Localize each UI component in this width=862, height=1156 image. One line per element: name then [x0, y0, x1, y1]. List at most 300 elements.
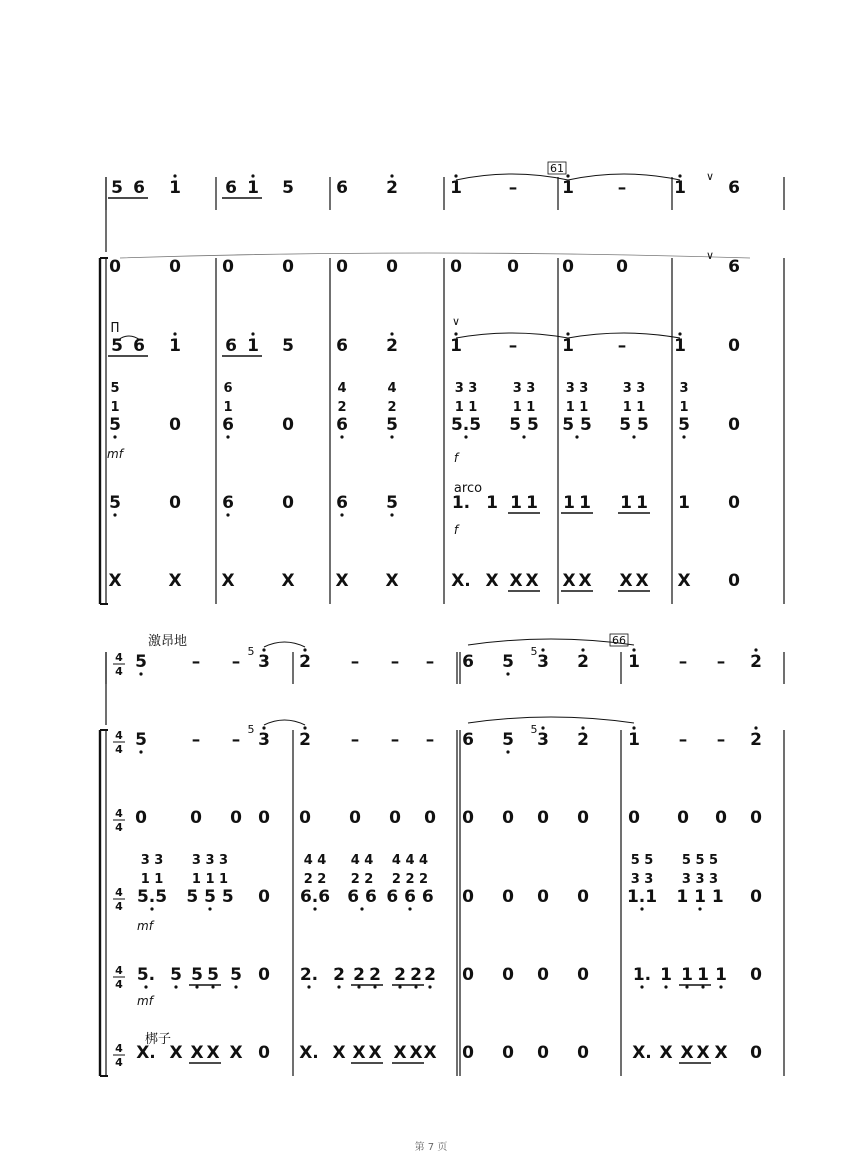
sys2-l1-tie [264, 642, 305, 647]
sys1-l6-note-1: X [168, 571, 182, 591]
sys2-l5-note-5-low-dot [307, 985, 310, 988]
sys2-l1-note-9-low-dot [506, 672, 509, 675]
sys1-l5-dynamic-f: f [453, 523, 459, 537]
sys1-l5-note-0-low-dot [113, 513, 116, 516]
sys1-l2-note-0: 0 [109, 257, 121, 277]
sys1-l5-note-6: 1. [451, 493, 471, 513]
sys1-l4-chord-2-2: 6 [222, 415, 234, 435]
sys2-l1-note-3-high-dot [262, 648, 265, 651]
sys2-expression: 激昂地 [148, 634, 188, 649]
sys1-l4-chord-2-1: 1 [223, 400, 233, 415]
sys1-l6-note-12: 0 [728, 571, 740, 591]
sys2-l5-note-14: 1. [632, 965, 652, 985]
sys1-l3-note-2a: 6 [225, 336, 237, 356]
sys2-l4-chord-5-2: 6 6 6 [386, 887, 434, 907]
sys2-l4-chord-1-2: 5 5 5 [186, 887, 234, 907]
sys2-rehearsal-mark: 66 [612, 634, 626, 647]
sys1-l6-note-7: X [485, 571, 499, 591]
sys1-l3-dash-7: – [508, 336, 518, 356]
sys2-l2-dash-5: – [350, 730, 360, 750]
sys2-l1-dash-5: – [350, 652, 360, 672]
sys1-l4-chord-8-1: 1 1 [565, 400, 589, 415]
sys2-l4-rest-6: 0 [462, 887, 474, 907]
sys2-l2-note-0-low-dot [139, 750, 142, 753]
sys2-l6-note-9: X [423, 1043, 437, 1063]
sys2-l3-note-13: 0 [677, 808, 689, 828]
sys2-l5-note-6-low-dot [337, 985, 340, 988]
sys1-l4-chord-4-1: 2 [337, 400, 347, 415]
sys2-l5-note-2a: 5 [191, 965, 203, 985]
sys1-l4-chord-5-2: 5 [386, 415, 398, 435]
sys2-l4-chord-5-1: 2 2 2 [391, 872, 429, 887]
sys1-l2-note-4: 0 [336, 257, 348, 277]
sys1-l1-note-10: 1 [674, 178, 686, 198]
sys2-l4-low-dot-4 [360, 907, 363, 910]
sys2-l1-note-10: 3 [537, 652, 549, 672]
sys2-l1-dash-1: – [191, 652, 201, 672]
sys2-l4-low-dot-3 [313, 907, 316, 910]
sys1-l2-note-5: 0 [386, 257, 398, 277]
sys2-l5-note-14-low-dot [640, 985, 643, 988]
sys1-l3-note-10-high-dot [678, 332, 681, 335]
sys2-timesig-bottom-0: 4 [115, 665, 123, 678]
sys2-l4-low-dot-11 [698, 907, 701, 910]
sys1-l5-arco: arco [453, 481, 483, 496]
sys2-l1-dash-7: – [425, 652, 435, 672]
sys1-l3-note-2b-high-dot [251, 332, 254, 335]
sys2-l3-note-3: 0 [258, 808, 270, 828]
page-footer: 第 7 页 [414, 1142, 448, 1153]
sys1-l1-note-2a: 6 [225, 178, 237, 198]
sys1-l5-note-7: 1 [486, 493, 498, 513]
sys2-l2-dash-14: – [716, 730, 726, 750]
sys1-l3-note-8-high-dot [566, 332, 569, 335]
sys1-l4-rest-3: 0 [282, 415, 294, 435]
sys2-l2-dash-6: – [390, 730, 400, 750]
sys1-l4-low-dot-8 [575, 435, 578, 438]
sys2-l5-note-7b-low-dot [373, 985, 376, 988]
sys1-l4-low-dot-0 [113, 435, 116, 438]
sys1-l5-note-3: 0 [282, 493, 294, 513]
sys2-l3-note-11: 0 [577, 808, 589, 828]
sys2-l4-low-dot-10 [640, 907, 643, 910]
sys1-l5-note-2: 6 [222, 493, 234, 513]
sys1-bow-mark-1: ∨ [705, 170, 715, 183]
sys1-l5-note-9a: 1 [563, 493, 575, 513]
sys2-l2-note-11-high-dot [581, 726, 584, 729]
sys2-l4-rest-12: 0 [750, 887, 762, 907]
sys2-l3-note-6: 0 [389, 808, 401, 828]
sys2-timesig-top-2: 4 [115, 807, 123, 820]
sys2-l6-note-7a: X [352, 1043, 366, 1063]
sys1-l4-chord-6-2: 5.5 [450, 415, 482, 435]
sys1-l4-chord-6-1: 1 1 [454, 400, 478, 415]
sys2-l6-note-15: X [659, 1043, 673, 1063]
sys2-l6-note-8b: X [409, 1043, 423, 1063]
sys2-l4-chord-4-1: 2 2 [350, 872, 374, 887]
sys2-l5-note-3-low-dot [234, 985, 237, 988]
sys2-l6-note-18: 0 [750, 1043, 762, 1063]
sys2-l1-dash-13: – [678, 652, 688, 672]
sys2-l5-note-7a: 2 [353, 965, 365, 985]
sys2-l5-note-8a-low-dot [398, 985, 401, 988]
sys2-l4-low-dot-0 [150, 907, 153, 910]
sys1-l1-note-5-high-dot [390, 174, 393, 177]
sys2-l3-note-14: 0 [715, 808, 727, 828]
sys1-l2-note-10: 6 [728, 257, 740, 277]
sys1-l3-note-10: 1 [674, 336, 686, 356]
sys2-l6-note-16b: X [696, 1043, 710, 1063]
sys2-timesig-bottom-1: 4 [115, 743, 123, 756]
sys1-l4-chord-9-0: 3 3 [622, 381, 646, 396]
sys1-l1-note-0b: 6 [133, 178, 145, 198]
sys1-l4-chord-5-1: 2 [387, 400, 397, 415]
sys1-l4-chord-9-2: 5 5 [619, 415, 649, 435]
sys2-l5-note-0: 5. [136, 965, 156, 985]
sys2-l3-note-4: 0 [299, 808, 311, 828]
sys2-l6-note-7b: X [368, 1043, 382, 1063]
sys2-l2-note-10: 3 [537, 730, 549, 750]
sys2-l6-note-14: X. [632, 1043, 652, 1063]
sys1-l5-note-2-low-dot [226, 513, 229, 516]
sys2-l2-phrase-slur [468, 717, 634, 723]
sys2-l1-note-4-high-dot [303, 648, 306, 651]
sys2-l1-note-9: 5 [502, 652, 514, 672]
sys1-l6-note-8a: X [509, 571, 523, 591]
sys2-l4-rest-9: 0 [577, 887, 589, 907]
sys2-l3-note-9: 0 [502, 808, 514, 828]
sys1-l4-chord-8-0: 3 3 [565, 381, 589, 396]
sys1-l2-note-9: 0 [616, 257, 628, 277]
sys2-l4-low-dot-5 [408, 907, 411, 910]
sys1-l5-note-10a: 1 [620, 493, 632, 513]
sys1-bow-mark-4: ∏ [110, 320, 120, 333]
sys1-l3-note-0b: 6 [133, 336, 145, 356]
sys1-l6-note-8b: X [525, 571, 539, 591]
sys1-l5-note-0: 5 [109, 493, 121, 513]
sys2-l4-chord-4-2: 6 6 [347, 887, 377, 907]
sys2-l5-note-17-low-dot [719, 985, 722, 988]
sys1-l3-note-3: 5 [282, 336, 294, 356]
sys2-l5-note-7b: 2 [369, 965, 381, 985]
sys1-l4-low-dot-4 [340, 435, 343, 438]
sys1-l3-note-6-high-dot [454, 332, 457, 335]
sys2-l5-note-9-low-dot [428, 985, 431, 988]
sys2-l1-dash-14: – [716, 652, 726, 672]
sys2-l2-note-8: 6 [462, 730, 474, 750]
sys2-l1-note-0: 5 [135, 652, 147, 672]
sys1-l4-chord-4-2: 6 [336, 415, 348, 435]
sys1-bow-mark-3: ∨ [451, 315, 461, 328]
sys2-l6-note-4: 0 [258, 1043, 270, 1063]
sys1-l4-chord-10-0: 3 [679, 381, 689, 396]
sys1-l2-note-8: 0 [562, 257, 574, 277]
sys2-l5-note-8b: 2 [410, 965, 422, 985]
sys2-l1-note-3: 3 [258, 652, 270, 672]
sys2-l2-dash-13: – [678, 730, 688, 750]
sys2-l5-note-16a-low-dot [685, 985, 688, 988]
sys1-l2-note-7: 0 [507, 257, 519, 277]
sys2-l5-note-2b-low-dot [211, 985, 214, 988]
sys2-l4-rest-8: 0 [537, 887, 549, 907]
sys1-l4-chord-6-0: 3 3 [454, 381, 478, 396]
sys2-l1-note-12-high-dot [632, 648, 635, 651]
sys2-l6-note-16a: X [680, 1043, 694, 1063]
sys2-timesig-bottom-2: 4 [115, 821, 123, 834]
sys1-l6-note-10b: X [635, 571, 649, 591]
sys1-l4-chord-8-2: 5 5 [562, 415, 592, 435]
sys1-l6-note-4: X [335, 571, 349, 591]
sys1-l3-note-1-high-dot [173, 332, 176, 335]
sys2-l5-note-13: 0 [577, 965, 589, 985]
sys2-l3-note-10: 0 [537, 808, 549, 828]
sys2-l2-dash-1: – [191, 730, 201, 750]
sys1-l4-low-dot-2 [226, 435, 229, 438]
sys1-bow-mark-2: ∨ [705, 249, 715, 262]
sys1-l4-chord-10-2: 5 [678, 415, 690, 435]
sys1-l1-note-8: 1 [562, 178, 574, 198]
sys2-timesig-bottom-3: 4 [115, 900, 123, 913]
sys2-l5-note-18: 0 [750, 965, 762, 985]
sys2-l4-chord-4-0: 4 4 [350, 853, 374, 868]
sys1-l6-note-9b: X [578, 571, 592, 591]
sys1-l5-note-10b: 1 [636, 493, 648, 513]
sys1-l4-low-dot-10 [682, 435, 685, 438]
sys1-l3-note-8: 1 [562, 336, 574, 356]
sys1-l1-note-6: 1 [450, 178, 462, 198]
sys1-l4-rest-11: 0 [728, 415, 740, 435]
sys2-l5-note-17: 1 [715, 965, 727, 985]
sys2-timesig-top-4: 4 [115, 964, 123, 977]
sys2-l1-note-10-high-dot [541, 648, 544, 651]
sys1-l3-note-4: 6 [336, 336, 348, 356]
sys1-l3-note-5-high-dot [390, 332, 393, 335]
sys2-l5-note-9: 2 [424, 965, 436, 985]
sys2-l4-chord-0-0: 3 3 [140, 853, 164, 868]
sys1-l5-note-1: 0 [169, 493, 181, 513]
sys2-l4-chord-3-2: 6.6 [299, 887, 331, 907]
sys2-l2-note-4: 2 [299, 730, 311, 750]
sys2-l2-dash-2: – [231, 730, 241, 750]
sys2-l1-note-15-high-dot [754, 648, 757, 651]
sys1-l4-low-dot-5 [390, 435, 393, 438]
sys2-l2-note-15: 2 [750, 730, 762, 750]
sys2-l1-note-11-high-dot [581, 648, 584, 651]
sys1-l3-dash-9: – [617, 336, 627, 356]
sys2-l2-note-9-low-dot [506, 750, 509, 753]
sys2-l6-note-12: 0 [537, 1043, 549, 1063]
sys2-l4-dynamic-mf: mf [137, 919, 153, 933]
sys2-l1-note-12: 1 [628, 652, 640, 672]
sys2-l1-dash-6: – [390, 652, 400, 672]
sys2-l5-note-16b-low-dot [701, 985, 704, 988]
sys1-l5-note-5: 5 [386, 493, 398, 513]
sys2-l6-note-8a: X [393, 1043, 407, 1063]
sys1-l1-note-10-high-dot [678, 174, 681, 177]
sys2-l4-low-dot-1 [208, 907, 211, 910]
sys2-l5-note-2a-low-dot [195, 985, 198, 988]
sys2-l4-chord-3-0: 4 4 [303, 853, 327, 868]
sys2-l6-note-0: X. [136, 1043, 156, 1063]
sys2-l5-note-8b-low-dot [414, 985, 417, 988]
sys1-l3-note-2b: 1 [247, 336, 259, 356]
sys2-l4-chord-0-1: 1 1 [140, 872, 164, 887]
sys1-l4-low-dot-7 [522, 435, 525, 438]
sys2-l5-note-6: 2 [333, 965, 345, 985]
sys2-l4-chord-11-2: 1 1 1 [676, 887, 724, 907]
sys1-l2-note-3: 0 [282, 257, 294, 277]
sys2-l5-note-0-low-dot [144, 985, 147, 988]
sys1-l6-note-9a: X [562, 571, 576, 591]
sys2-timesig-bottom-4: 4 [115, 978, 123, 991]
sys1-l4-chord-2-0: 6 [223, 381, 233, 396]
sys2-l1-note-15: 2 [750, 652, 762, 672]
sys1-l2-note-6: 0 [450, 257, 462, 277]
sys1-l5-note-9b: 1 [579, 493, 591, 513]
sys2-l4-chord-10-0: 5 5 [630, 853, 654, 868]
sys1-l4-chord-0-1: 1 [110, 400, 120, 415]
sys2-l6-note-10: 0 [462, 1043, 474, 1063]
sys2-l1-grace-note-b: 5 [530, 645, 538, 658]
sys2-l6-note-13: 0 [577, 1043, 589, 1063]
sys1-l6-note-6: X. [451, 571, 471, 591]
sys2-l5-note-1-low-dot [174, 985, 177, 988]
sys2-l2-note-15-high-dot [754, 726, 757, 729]
sys2-l3-note-1: 0 [190, 808, 202, 828]
sys2-l6-note-11: 0 [502, 1043, 514, 1063]
sys2-l4-rest-7: 0 [502, 887, 514, 907]
sys1-l4-chord-4-0: 4 [337, 381, 347, 396]
sys2-l2-note-12-high-dot [632, 726, 635, 729]
sys2-l3-note-15: 0 [750, 808, 762, 828]
sys2-l5-note-11: 0 [502, 965, 514, 985]
sys1-l4-chord-7-0: 3 3 [512, 381, 536, 396]
sys2-l1-note-0-low-dot [139, 672, 142, 675]
sys1-l6-note-5: X [385, 571, 399, 591]
sys2-l3-note-7: 0 [424, 808, 436, 828]
sys1-l5-note-4-low-dot [340, 513, 343, 516]
sys1-l4-chord-7-1: 1 1 [512, 400, 536, 415]
sys2-l2-note-3: 3 [258, 730, 270, 750]
sys1-l3-note-1: 1 [169, 336, 181, 356]
sys1-l3-note-5: 2 [386, 336, 398, 356]
sys1-l2-note-1: 0 [169, 257, 181, 277]
sys2-l1-note-4: 2 [299, 652, 311, 672]
sys2-l4-chord-1-1: 1 1 1 [191, 872, 229, 887]
sys1-l1-note-1: 1 [169, 178, 181, 198]
sys2-timesig-top-0: 4 [115, 651, 123, 664]
sys1-l4-low-dot-6 [464, 435, 467, 438]
sys2-l3-note-5: 0 [349, 808, 361, 828]
sys2-l4-chord-1-0: 3 3 3 [191, 853, 229, 868]
sys2-l4-chord-11-1: 3 3 3 [681, 872, 719, 887]
sys2-l6-note-5: X. [299, 1043, 319, 1063]
sys2-timesig-top-5: 4 [115, 1042, 123, 1055]
sys1-l4-dynamic-f: f [453, 451, 459, 465]
sys2-l5-note-3: 5 [230, 965, 242, 985]
sys2-l6-note-6: X [332, 1043, 346, 1063]
sys1-l1-note-8-high-dot [566, 174, 569, 177]
sys1-l1-note-2b-high-dot [251, 174, 254, 177]
sys2-l5-note-16a: 1 [681, 965, 693, 985]
sys1-l4-chord-0-0: 5 [110, 381, 120, 396]
sys1-l5-note-8b: 1 [526, 493, 538, 513]
sys1-l5-note-8a: 1 [510, 493, 522, 513]
sys2-l5-note-15: 1 [660, 965, 672, 985]
sys1-l3-note-11: 0 [728, 336, 740, 356]
sys2-l3-note-0: 0 [135, 808, 147, 828]
sys2-l2-note-0: 5 [135, 730, 147, 750]
sys2-l6-note-1: X [169, 1043, 183, 1063]
sys1-l1-note-11: 6 [728, 178, 740, 198]
sys2-l5-note-15-low-dot [664, 985, 667, 988]
sys1-l1-note-5: 2 [386, 178, 398, 198]
sys2-l5-note-7a-low-dot [357, 985, 360, 988]
sys2-l6-note-3: X [229, 1043, 243, 1063]
sys2-l2-dash-7: – [425, 730, 435, 750]
sys1-l6-note-2: X [221, 571, 235, 591]
sys2-l2-note-10-high-dot [541, 726, 544, 729]
sys1-l1-note-2b: 1 [247, 178, 259, 198]
sys2-l1-dash-2: – [231, 652, 241, 672]
sys2-l5-dynamic-mf: mf [137, 994, 153, 1008]
sys1-rehearsal-mark: 61 [550, 162, 564, 175]
sys1-l5-note-12: 0 [728, 493, 740, 513]
sys1-l1-dash-7: – [508, 178, 518, 198]
sys2-l2-note-3-high-dot [262, 726, 265, 729]
sys1-l4-chord-5-0: 4 [387, 381, 397, 396]
sys1-l4-chord-7-2: 5 5 [509, 415, 539, 435]
sys2-l4-chord-0-2: 5.5 [136, 887, 168, 907]
sys1-l4-rest-1: 0 [169, 415, 181, 435]
sys2-l4-chord-5-0: 4 4 4 [391, 853, 429, 868]
sys1-l3-note-6: 1 [450, 336, 462, 356]
sys2-l5-note-10: 0 [462, 965, 474, 985]
sys1-l1-note-0a: 5 [111, 178, 123, 198]
sys2-l4-chord-3-1: 2 2 [303, 872, 327, 887]
sys1-l4-low-dot-9 [632, 435, 635, 438]
sys2-l4-rest-2: 0 [258, 887, 270, 907]
sys2-l3-note-2: 0 [230, 808, 242, 828]
sys1-l1-note-1-high-dot [173, 174, 176, 177]
sys2-l2-note-9: 5 [502, 730, 514, 750]
sys2-l1-phrase-slur [468, 639, 634, 645]
sys2-l5-note-2b: 5 [207, 965, 219, 985]
sys2-l5-note-16b: 1 [697, 965, 709, 985]
sys2-l6-note-2a: X [190, 1043, 204, 1063]
sys1-l1-note-3: 5 [282, 178, 294, 198]
sys1-l4-chord-9-1: 1 1 [622, 400, 646, 415]
sys1-l5-note-4: 6 [336, 493, 348, 513]
sys1-l2-note-2: 0 [222, 257, 234, 277]
sys2-l5-note-5: 2. [299, 965, 319, 985]
sys1-l1-note-4: 6 [336, 178, 348, 198]
sys1-l4-chord-10-1: 1 [679, 400, 689, 415]
sys2-l2-grace-note-b: 5 [530, 723, 538, 736]
sys1-l6-note-0: X [108, 571, 122, 591]
sys1-l3-note-0a: 5 [111, 336, 123, 356]
sys2-l2-note-4-high-dot [303, 726, 306, 729]
sys2-l2-tie [264, 720, 305, 725]
sys1-l4-chord-0-2: 5 [109, 415, 121, 435]
sys2-l2-note-12: 1 [628, 730, 640, 750]
sys2-l5-note-4: 0 [258, 965, 270, 985]
sys2-l1-note-11: 2 [577, 652, 589, 672]
sys1-l1-dash-9: – [617, 178, 627, 198]
sys2-l4-chord-10-2: 1.1 [626, 887, 658, 907]
sys2-l4-chord-10-1: 3 3 [630, 872, 654, 887]
sys2-l5-note-12: 0 [537, 965, 549, 985]
